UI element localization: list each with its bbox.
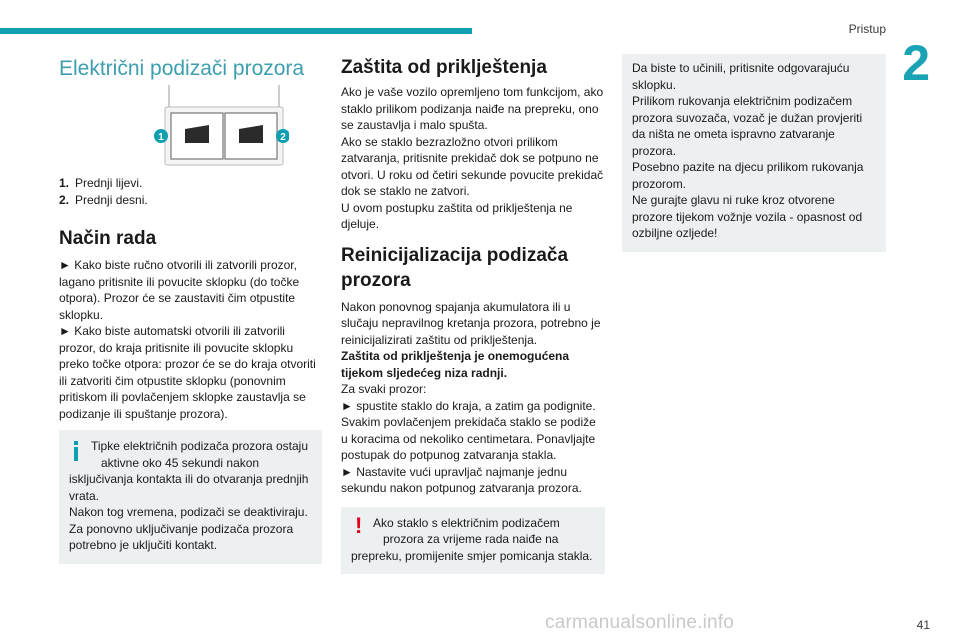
- warning-box: ! Ako staklo s električnim podizačem prozora za vrijeme rada naiđe na prepreku, promijenite smjer pomicanja stakla.: [341, 507, 605, 575]
- window-switch-figure: [59, 85, 322, 169]
- paragraph: ► spustite staklo do kraja, a zatim ga podignite. Svakim povlačenjem prekidača staklo se podiže u koracima od nekoliko centimetara. Ponavljajte postupak do potpunog zatvaranja stakla.: [341, 398, 596, 462]
- list-item: 1. Prednji lijevi.: [59, 176, 143, 190]
- note-box: Da biste to učinili, pritisnite odgovarajuću sklopku. Prilikom rukovanja električnim podizačem prozora suvozača, vozač je dužan provjeriti da ništa ne ometa ispravno zatvaranje prozora. Posebno pazite na djecu prilikom rukovanja prozorom. Ne gurajte glavu ni ruke kroz otvorene prozore tijekom vožnje vozila - opasnost od ozbiljne ozljede!: [622, 54, 886, 252]
- svg-text:1: 1: [158, 132, 164, 143]
- paragraph: Ako je vaše vozilo opremljeno tom funkcijom, ako staklo prilikom podizanja naiđe na prepreku, ono se zaustavlja i malo spušta.: [341, 85, 604, 132]
- info-box: Tipke električnih podizača prozora ostaju aktivne oko 45 sekundi nakon isključivanja kontakta ili do otvaranja prednjih vrata. Nakon tog vremena, podizači se deaktiviraju. Za ponovno uključivanje podizača prozora potrebno je uključiti kontakt.: [59, 430, 322, 564]
- paragraph: Za svaki prozor:: [341, 382, 427, 396]
- section-title-windows: Električni podizači prozora: [59, 57, 305, 80]
- header-accent-bar: [0, 28, 472, 34]
- subtitle-operation: Način rada: [59, 228, 157, 249]
- column-2: [341, 55, 605, 574]
- section-label: Pristup: [848, 22, 886, 36]
- section-title-reinit: Reinicijalizacija podizača prozora: [341, 244, 569, 291]
- list-item: 2. Prednji desni.: [59, 192, 148, 207]
- paragraph: Ako se staklo bezrazložno otvori prilikom zatvaranja, pritisnite prekidač dok se potpuno ne otvori. U roku od četiri sekunde povucite prekidač dok se staklo ne zatvori.: [341, 134, 604, 198]
- watermark: carmanualsonline.info: [545, 612, 735, 633]
- column-1: [59, 55, 322, 564]
- column-3: [622, 54, 886, 252]
- info-icon: [72, 441, 81, 461]
- page-number: 41: [916, 618, 930, 632]
- window-switch-diagram: [149, 85, 289, 167]
- paragraph: ► Nastavite vući upravljač najmanje jednu sekundu nakon potpunog zatvaranja prozora.: [341, 464, 582, 495]
- paragraph: U ovom postupku zaštita od priklještenja ne djeluje.: [341, 200, 573, 231]
- section-title-pinch: Zaštita od priklještenja: [341, 57, 547, 78]
- paragraph: Nakon ponovnog spajanja akumulatora ili u slučaju nepravilnog kretanja prozora, potrebno je reinicijalizirati zaštitu od priklještenja.: [341, 299, 601, 347]
- paragraph: ► Kako biste ručno otvorili ili zatvorili prozor, lagano pritisnite ili povucite sklopku (do točke otpora). Prozor će se zaustaviti čim otpustite sklopku.: [59, 258, 300, 322]
- warning-icon: !: [355, 512, 363, 538]
- chapter-number: 2: [902, 35, 930, 91]
- svg-text:2: 2: [280, 132, 286, 143]
- paragraph: ► Kako biste automatski otvorili ili zatvorili prozor, do kraja pritisnite ili povucite sklopku preko točke otpora: prozor će se do kraja otvoriti ili zatvoriti čim otpustite sklopku (ponovnim pritiskom ili povlačenjem sklopke zaustavlja se podizanje ili spuštanje prozora).: [59, 324, 316, 421]
- paragraph-bold: Zaštita od priklještenja je onemogućena tijekom sljedećeg niza radnji.: [341, 349, 570, 380]
